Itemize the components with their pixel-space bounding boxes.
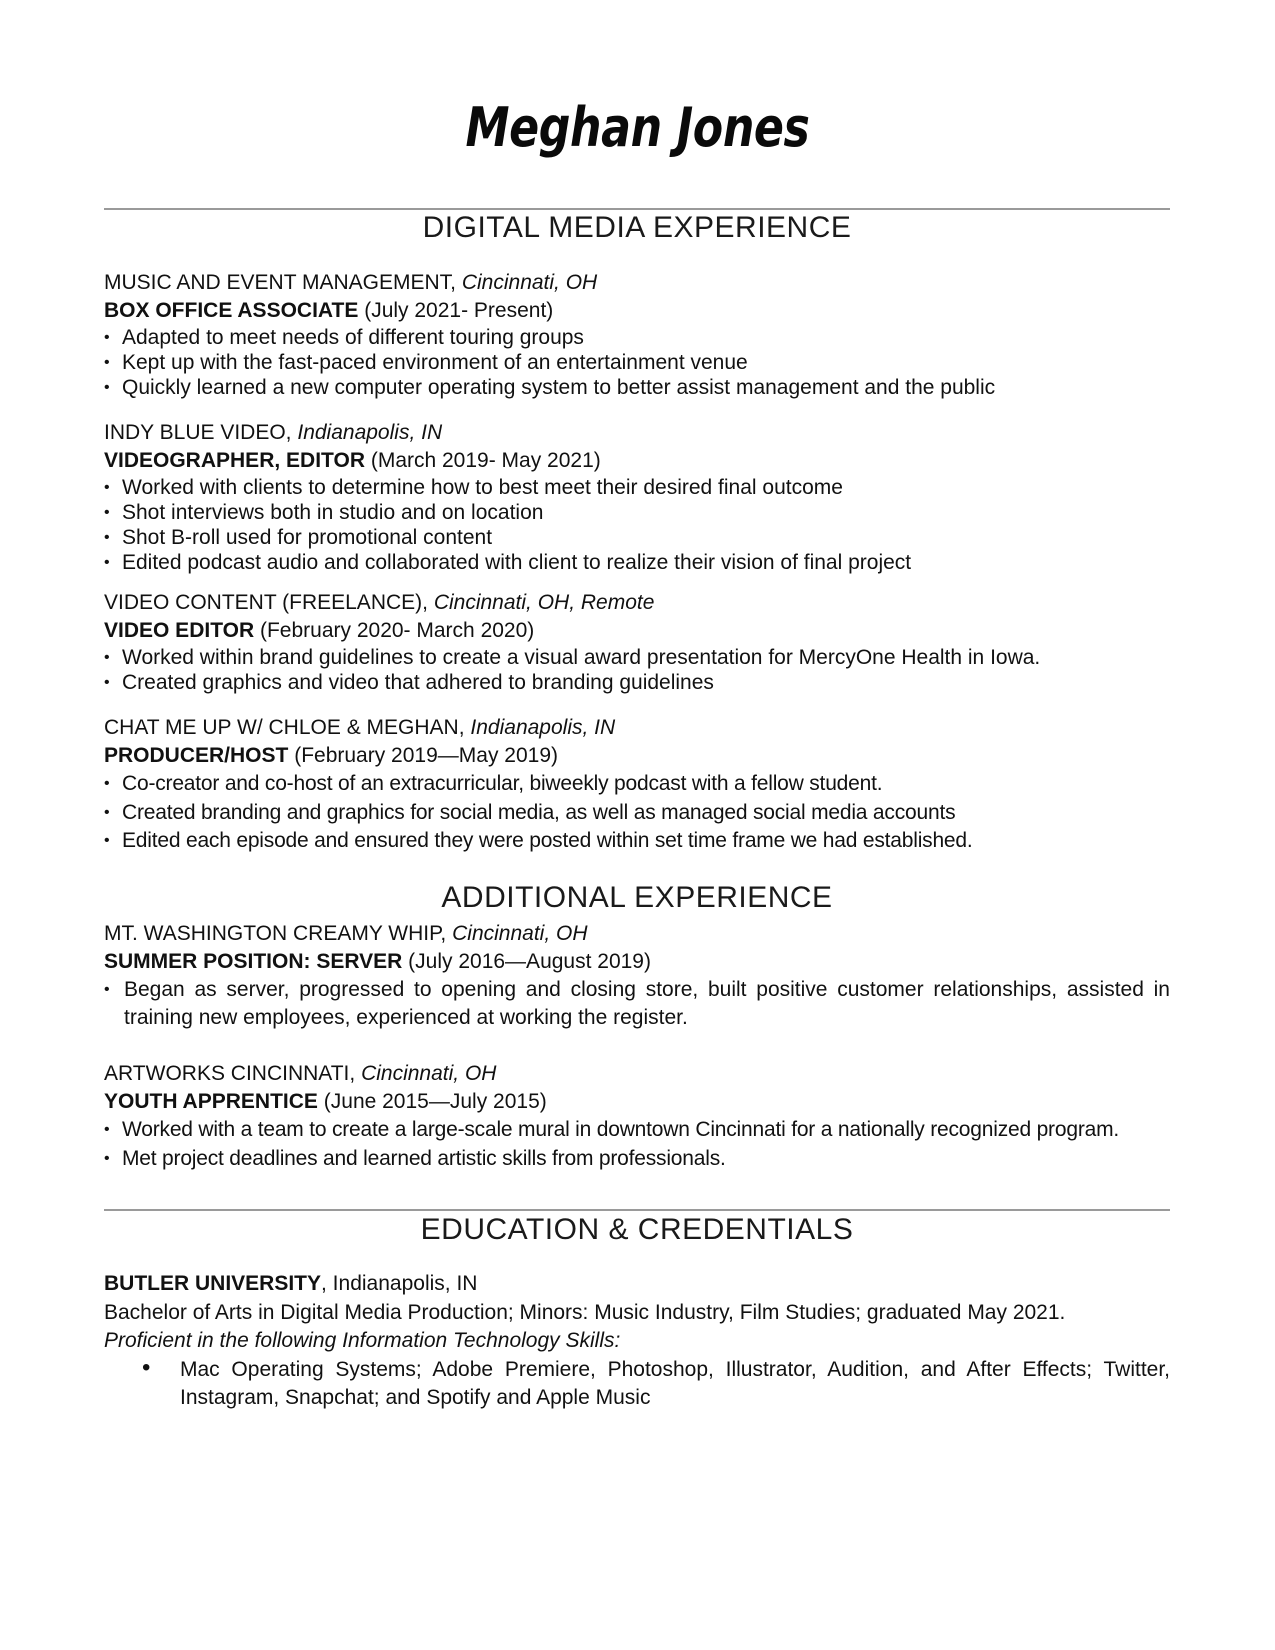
bullet-item: • Worked with clients to determine how to best meet their desired final outcome: [104, 475, 1170, 500]
role-line: [104, 297, 1170, 325]
job-bullets: [104, 475, 1170, 575]
job-dates: (February 2020- March 2020): [259, 619, 535, 642]
bullet-item: • Adapted to meet needs of different touring groups: [104, 325, 1170, 350]
job-dates: (June 2015—July 2015): [323, 1090, 547, 1113]
school-name: BUTLER UNIVERSITY: [104, 1272, 322, 1295]
employer-line: [104, 713, 1170, 742]
employer-location: Cincinnati, OH: [361, 1062, 497, 1085]
role-line: [104, 742, 1170, 770]
section-title-education: EDUCATION & CREDENTIALS: [420, 1213, 854, 1246]
job-bullets: [104, 645, 1170, 695]
job-bullets: [104, 770, 1170, 856]
job-dates: (March 2019- May 2021): [370, 449, 601, 472]
job-bullets: [104, 976, 1170, 1032]
job-dates: (February 2019—May 2019): [294, 744, 558, 767]
section-title-additional-experience: ADDITIONAL EXPERIENCE: [441, 881, 833, 914]
employer-name: MT. WASHINGTON CREAMY WHIP,: [104, 922, 447, 945]
bullet-item: • Created graphics and video that adhered to branding guidelines: [104, 670, 1170, 695]
divider-education: [104, 1209, 1170, 1211]
employer-location: Indianapolis, IN: [470, 716, 616, 739]
bullet-item: • Worked within brand guidelines to create a visual award presentation for MercyOne Health in Iowa.: [104, 645, 1170, 670]
job-title: SUMMER POSITION: SERVER: [104, 950, 403, 973]
candidate-name: Meghan Jones: [465, 96, 810, 159]
bullet-item: • Created branding and graphics for social media, as well as managed social media accounts: [104, 799, 1170, 828]
job-title: VIDEOGRAPHER, EDITOR: [104, 449, 365, 472]
bullet-item: • Began as server, progressed to opening and closing store, built positive customer relationships, assisted in training new employees, experienced at working the register.: [104, 976, 1170, 1032]
job-entry: [104, 268, 1170, 400]
employer-name: CHAT ME UP W/ CHLOE & MEGHAN,: [104, 716, 465, 739]
job-title: BOX OFFICE ASSOCIATE: [104, 299, 359, 322]
school-location: , Indianapolis, IN: [321, 1272, 478, 1295]
skills-heading: Proficient in the following Information Technology Skills:: [104, 1329, 621, 1352]
employer-line: [104, 588, 1170, 617]
job-bullets: [104, 325, 1170, 400]
employer-name: ARTWORKS CINCINNATI,: [104, 1062, 356, 1085]
role-line: [104, 447, 1170, 475]
job-dates: (July 2016—August 2019): [408, 950, 651, 973]
job-title: VIDEO EDITOR: [104, 619, 255, 642]
employer-line: [104, 1059, 1170, 1088]
job-title: YOUTH APPRENTICE: [104, 1090, 318, 1113]
bullet-item: • Met project deadlines and learned artistic skills from professionals.: [104, 1145, 1170, 1174]
degree-line: Bachelor of Arts in Digital Media Production; Minors: Music Industry, Film Studies; graduated May 2021.: [104, 1300, 1066, 1324]
employer-location: Indianapolis, IN: [297, 421, 443, 444]
education-entry: [104, 1270, 1170, 1413]
role-line: [104, 948, 1170, 976]
skills-heading-line: [104, 1327, 1170, 1356]
employer-line: [104, 919, 1170, 948]
skills-list: [104, 1356, 1170, 1413]
job-entry: [104, 713, 1170, 856]
bullet-item: • Edited podcast audio and collaborated with client to realize their vision of final project: [104, 550, 1170, 575]
employer-location: Cincinnati, OH: [452, 922, 588, 945]
job-title: PRODUCER/HOST: [104, 744, 289, 767]
bullet-item: • Quickly learned a new computer operating system to better assist management and the public: [104, 375, 1170, 400]
divider-top: [104, 208, 1170, 210]
employer-name: INDY BLUE VIDEO,: [104, 421, 292, 444]
bullet-item: • Shot B-roll used for promotional content: [104, 525, 1170, 550]
job-entry: [104, 919, 1170, 1032]
job-entry: [104, 588, 1170, 695]
employer-location: Cincinnati, OH: [461, 271, 598, 294]
bullet-item: • Worked with a team to create a large-scale mural in downtown Cincinnati for a nationally recognized program.: [104, 1116, 1170, 1145]
role-line: [104, 617, 1170, 645]
role-line: [104, 1088, 1170, 1116]
job-dates: (July 2021- Present): [364, 299, 554, 322]
employer-line: [104, 418, 1170, 447]
bullet-item: • Co-creator and co-host of an extracurricular, biweekly podcast with a fellow student.: [104, 770, 1170, 799]
employer-name: MUSIC AND EVENT MANAGEMENT,: [104, 271, 456, 294]
employer-name: VIDEO CONTENT (FREELANCE),: [104, 591, 428, 614]
job-entry: [104, 1059, 1170, 1173]
bullet-item: • Kept up with the fast-paced environment of an entertainment venue: [104, 350, 1170, 375]
employer-line: [104, 268, 1170, 297]
bullet-item: • Shot interviews both in studio and on location: [104, 500, 1170, 525]
job-entry: [104, 418, 1170, 575]
job-bullets: [104, 1116, 1170, 1173]
bullet-item: • Edited each episode and ensured they were posted within set time frame we had established.: [104, 827, 1170, 856]
school-line: [104, 1270, 1170, 1299]
section-title-digital-media: DIGITAL MEDIA EXPERIENCE: [422, 211, 852, 244]
skills-item: • Mac Operating Systems; Adobe Premiere, Photoshop, Illustrator, Audition, and After Effects; Twitter, Instagram, Snapchat; and Spotify and Apple Music: [104, 1356, 1170, 1413]
employer-location: Cincinnati, OH, Remote: [433, 591, 655, 614]
